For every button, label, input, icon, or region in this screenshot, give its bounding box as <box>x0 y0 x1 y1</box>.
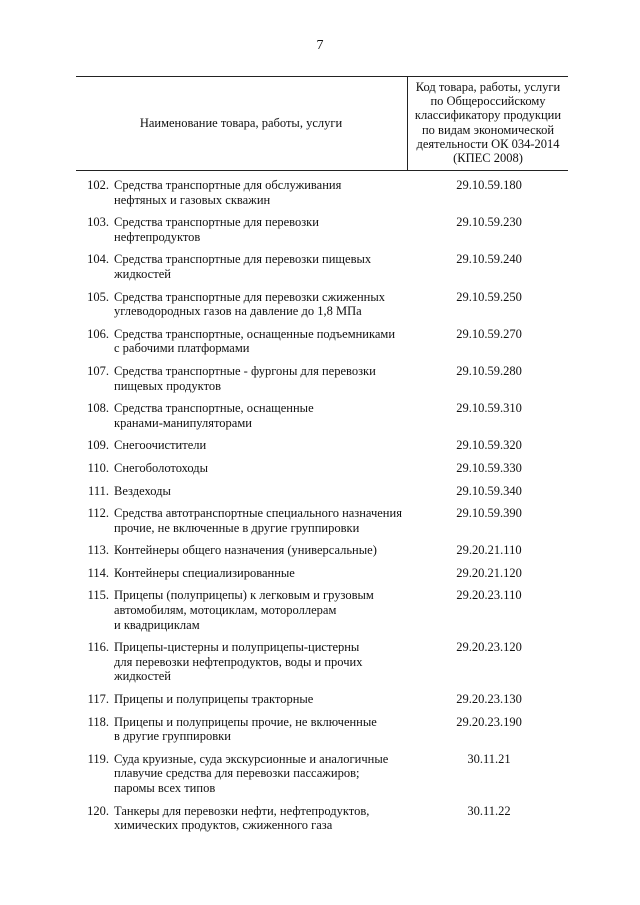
row-code: 29.10.59.340 <box>456 483 522 498</box>
row-number: 103. <box>87 215 109 230</box>
row-name-line: кранами-манипуляторами <box>114 415 252 430</box>
table-row <box>76 327 568 356</box>
column-header-code-line: (КПЕС 2008) <box>453 151 523 166</box>
row-name-line: в другие группировки <box>114 729 231 744</box>
row-code: 29.20.21.120 <box>456 565 522 580</box>
row-name <box>109 752 410 796</box>
row-code: 29.20.23.110 <box>456 588 522 603</box>
row-name <box>109 461 410 476</box>
row-name <box>109 290 410 319</box>
row-code: 29.20.21.110 <box>456 543 522 558</box>
row-name-line: Контейнеры специализированные <box>114 565 295 580</box>
row-name-line: прочие, не включенные в другие группировки <box>114 520 360 535</box>
row-name <box>109 438 410 453</box>
row-code: 29.10.59.280 <box>456 363 522 378</box>
row-name <box>109 506 410 535</box>
row-code: 30.11.22 <box>467 803 511 818</box>
column-header-code-line: по Общероссийскому <box>430 94 546 109</box>
row-name-line: Снегоочистители <box>114 438 207 453</box>
row-name <box>109 364 410 393</box>
row-number: 111. <box>88 483 109 498</box>
row-number: 110. <box>87 460 109 475</box>
row-code: 29.20.23.120 <box>456 640 522 655</box>
row-name-line: нефтяных и газовых скважин <box>114 192 271 207</box>
row-name-line: нефтепродуктов <box>114 229 201 244</box>
row-name-line: Средства транспортные для перевозки пищевых <box>114 252 372 267</box>
table-row <box>76 640 568 684</box>
row-name-line: Средства транспортные для перевозки сжиженных <box>114 289 385 304</box>
row-code: 29.20.23.130 <box>456 692 522 707</box>
row-number: 112. <box>87 506 109 521</box>
row-number: 109. <box>87 438 109 453</box>
row-name-line: плавучие средства для перевозки пассажиров; <box>114 766 360 781</box>
row-name-line: Прицепы (полуприцепы) к легковым и грузовым <box>114 588 374 603</box>
row-name-line: паромы всех типов <box>114 781 216 795</box>
row-name <box>109 804 410 833</box>
row-number: 117. <box>87 692 109 707</box>
row-code: 29.20.23.190 <box>456 714 522 729</box>
table-row <box>76 290 568 319</box>
table-header <box>76 76 568 171</box>
row-name <box>109 692 410 707</box>
row-number: 104. <box>87 252 109 267</box>
table-row <box>76 506 568 535</box>
row-name-line: Танкеры для перевозки нефти, нефтепродуктов, <box>114 803 370 818</box>
row-name <box>109 484 410 499</box>
row-name-line: Прицепы и полуприцепы прочие, не включенные <box>114 714 377 729</box>
row-number: 105. <box>87 289 109 304</box>
row-number: 102. <box>87 178 109 192</box>
row-number: 106. <box>87 326 109 341</box>
table-row <box>76 566 568 581</box>
table-row <box>76 752 568 796</box>
table-row <box>76 543 568 558</box>
row-name-line: и квадрициклам <box>114 617 200 632</box>
row-name-line: углеводородных газов на давление до 1,8 МПа <box>114 304 362 319</box>
row-name-line: Средства транспортные для обслуживания <box>114 178 342 192</box>
table-row <box>76 178 568 207</box>
table-row <box>76 715 568 744</box>
column-header-code-line: Код товара, работы, услуги <box>415 80 561 94</box>
table-row <box>76 364 568 393</box>
row-name-line: Прицепы-цистерны и полуприцепы-цистерны <box>114 640 360 655</box>
row-name <box>109 178 410 207</box>
column-header-code-line: деятельности ОК 034-2014 <box>416 136 560 151</box>
row-name-line: Вездеходы <box>114 483 171 498</box>
row-number: 115. <box>87 588 109 603</box>
row-code: 29.10.59.240 <box>456 252 522 267</box>
row-name-line: автомобилям, мотоциклам, мотороллерам <box>114 603 337 618</box>
row-number: 119. <box>87 751 109 766</box>
row-code: 29.10.59.230 <box>456 215 522 230</box>
column-header-code-line: по видам экономической <box>421 122 555 137</box>
row-name <box>109 327 410 356</box>
row-code: 29.10.59.320 <box>456 438 522 453</box>
row-name-line: Суда круизные, суда экскурсионные и аналогичные <box>114 751 389 766</box>
row-name-line: Средства транспортные для перевозки <box>114 215 319 230</box>
row-name <box>109 252 410 281</box>
row-name-line: Прицепы и полуприцепы тракторные <box>114 692 314 707</box>
row-name-line: Контейнеры общего назначения (универсальные) <box>114 543 377 558</box>
row-name-line: Средства транспортные, оснащенные подъемниками <box>114 326 396 341</box>
table-row <box>76 252 568 281</box>
row-number: 113. <box>87 543 109 558</box>
column-header-code-line: классификатору продукции <box>414 108 562 123</box>
row-code: 29.10.59.180 <box>456 178 522 192</box>
row-code: 29.10.59.310 <box>456 401 522 416</box>
column-header-code <box>407 77 568 170</box>
row-name-line: Средства транспортные, оснащенные <box>114 401 314 416</box>
row-name-line: Средства автотранспортные специального назначения <box>114 506 402 521</box>
table-body <box>76 178 568 841</box>
row-number: 108. <box>87 401 109 416</box>
table-row <box>76 588 568 632</box>
row-name-line: Средства транспортные - фургоны для перевозки <box>114 363 376 378</box>
row-name <box>109 215 410 244</box>
row-number: 118. <box>87 714 109 729</box>
row-name <box>109 588 410 632</box>
row-name-line: пищевых продуктов <box>114 378 222 393</box>
row-number: 107. <box>87 363 109 378</box>
row-name <box>109 401 410 430</box>
row-number: 114. <box>87 565 109 580</box>
table-row <box>76 401 568 430</box>
table-row <box>76 484 568 499</box>
table-row <box>76 692 568 707</box>
row-code: 29.10.59.330 <box>456 460 522 475</box>
row-name-line: жидкостей <box>114 669 171 684</box>
table-row <box>76 461 568 476</box>
row-code: 29.10.59.390 <box>456 506 522 521</box>
row-code: 29.10.59.270 <box>456 326 522 341</box>
row-name-line: химических продуктов, сжиженного газа <box>114 818 333 833</box>
table-row <box>76 215 568 244</box>
row-name-line: жидкостей <box>114 266 171 281</box>
row-name <box>109 566 410 581</box>
table-row <box>76 804 568 833</box>
row-name-line: для перевозки нефтепродуктов, воды и прочих <box>114 654 363 669</box>
table-row <box>76 438 568 453</box>
row-number: 116. <box>87 640 109 655</box>
column-header-name: Наименование товара, работы, услуги <box>139 116 343 130</box>
row-name <box>109 715 410 744</box>
row-name <box>109 640 410 684</box>
row-number: 120. <box>87 803 109 818</box>
row-name <box>109 543 410 558</box>
row-code: 29.10.59.250 <box>456 289 522 304</box>
row-name-line: с рабочими платформами <box>114 341 250 356</box>
row-code: 30.11.21 <box>467 751 511 766</box>
row-name-line: Снегоболотоходы <box>114 460 209 475</box>
page-number: 7 <box>316 38 324 53</box>
